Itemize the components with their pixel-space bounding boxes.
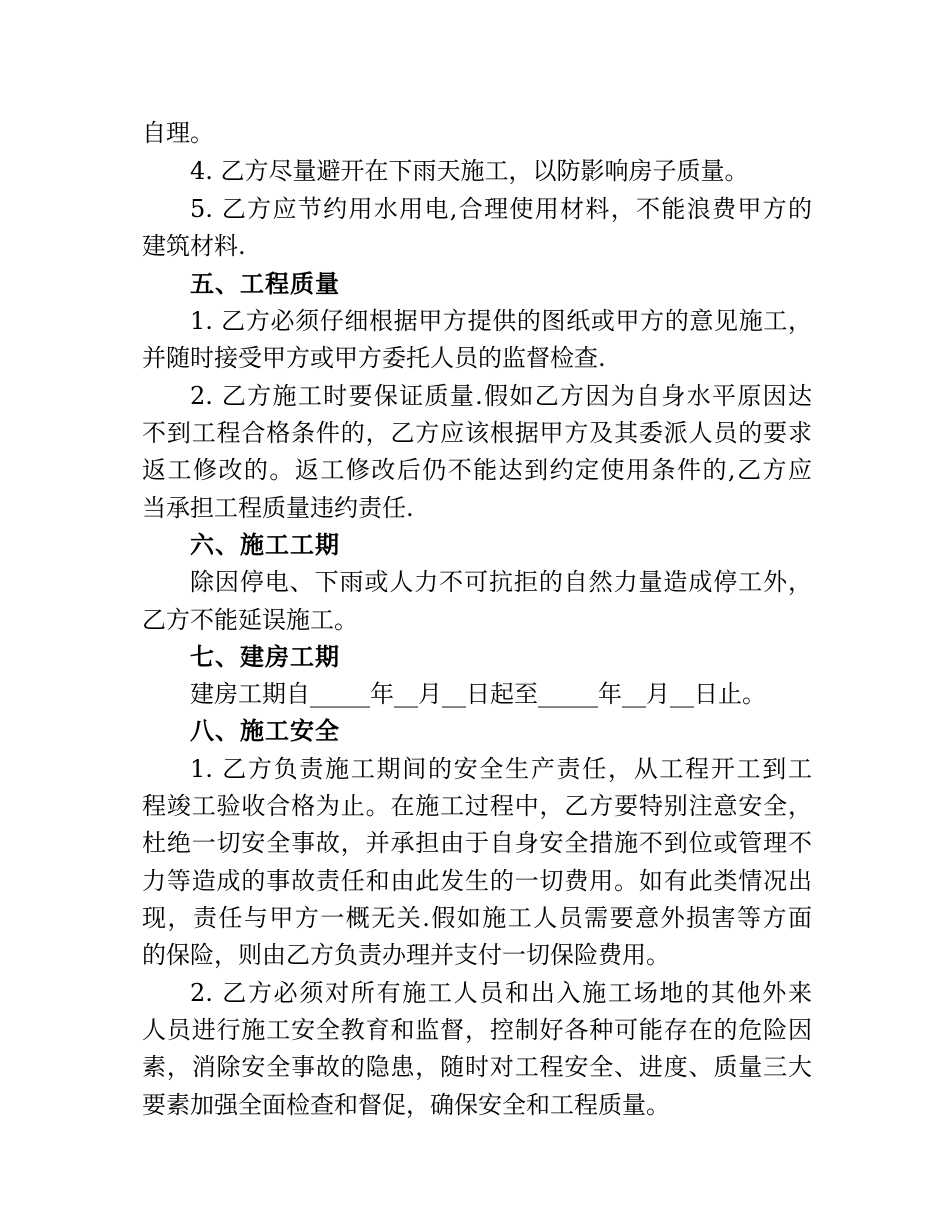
paragraph-line: 建筑材料. (142, 232, 246, 260)
paragraph-line: 现，责任与甲方一概无关.假如施工人员需要意外损害等方面 (142, 904, 812, 932)
paragraph-line: 返工修改的。返工修改后仍不能达到约定使用条件的,乙方应 (142, 456, 812, 484)
clause-line: 1. 乙方必须仔细根据甲方提供的图纸或甲方的意见施工， (190, 307, 812, 335)
clause-line: 4. 乙方尽量避开在下雨天施工，以防影响房子质量。 (190, 157, 749, 185)
paragraph-line: 当承担工程质量违约责任. (142, 494, 414, 522)
date-line: 建房工期自_____年__月__日起至_____年__月__日止。 (190, 680, 766, 708)
section-heading: 七、建房工期 (190, 643, 340, 671)
paragraph-line: 素，消除安全事故的隐患，随时对工程安全、进度、质量三大 (142, 1053, 812, 1081)
paragraph-line: 程竣工验收合格为止。在施工过程中，乙方要特别注意安全， (142, 792, 812, 820)
clause-line: 2. 乙方施工时要保证质量.假如乙方因为自身水平原因达 (190, 382, 812, 410)
section-heading: 六、施工工期 (190, 531, 340, 559)
clause-line: 5. 乙方应节约用水用电,合理使用材料，不能浪费甲方的 (190, 195, 812, 223)
clause-line: 2. 乙方必须对所有施工人员和出入施工场地的其他外来 (190, 979, 812, 1007)
paragraph-line: 人员进行施工安全教育和监督，控制好各种可能存在的危险因 (142, 1016, 812, 1044)
paragraph-line: 的保险，则由乙方负责办理并支付一切保险费用。 (142, 941, 670, 969)
section-heading: 五、工程质量 (190, 270, 340, 298)
paragraph-line: 不到工程合格条件的，乙方应该根据甲方及其委派人员的要求 (142, 419, 812, 447)
section-heading: 八、施工安全 (190, 717, 340, 745)
paragraph-line: 乙方不能延误施工。 (142, 606, 358, 634)
paragraph-line: 力等造成的事故责任和由此发生的一切费用。如有此类情况出 (142, 867, 812, 895)
clause-line: 除因停电、下雨或人力不可抗拒的自然力量造成停工外， (190, 568, 812, 596)
paragraph-line: 要素加强全面检查和督促，确保安全和工程质量。 (142, 1091, 670, 1119)
paragraph-line: 并随时接受甲方或甲方委托人员的监督检查. (142, 344, 606, 372)
paragraph-line: 自理。 (142, 119, 214, 147)
paragraph-line: 杜绝一切安全事故，并承担由于自身安全措施不到位或管理不 (142, 829, 812, 857)
clause-line: 1. 乙方负责施工期间的安全生产责任，从工程开工到工 (190, 755, 812, 783)
